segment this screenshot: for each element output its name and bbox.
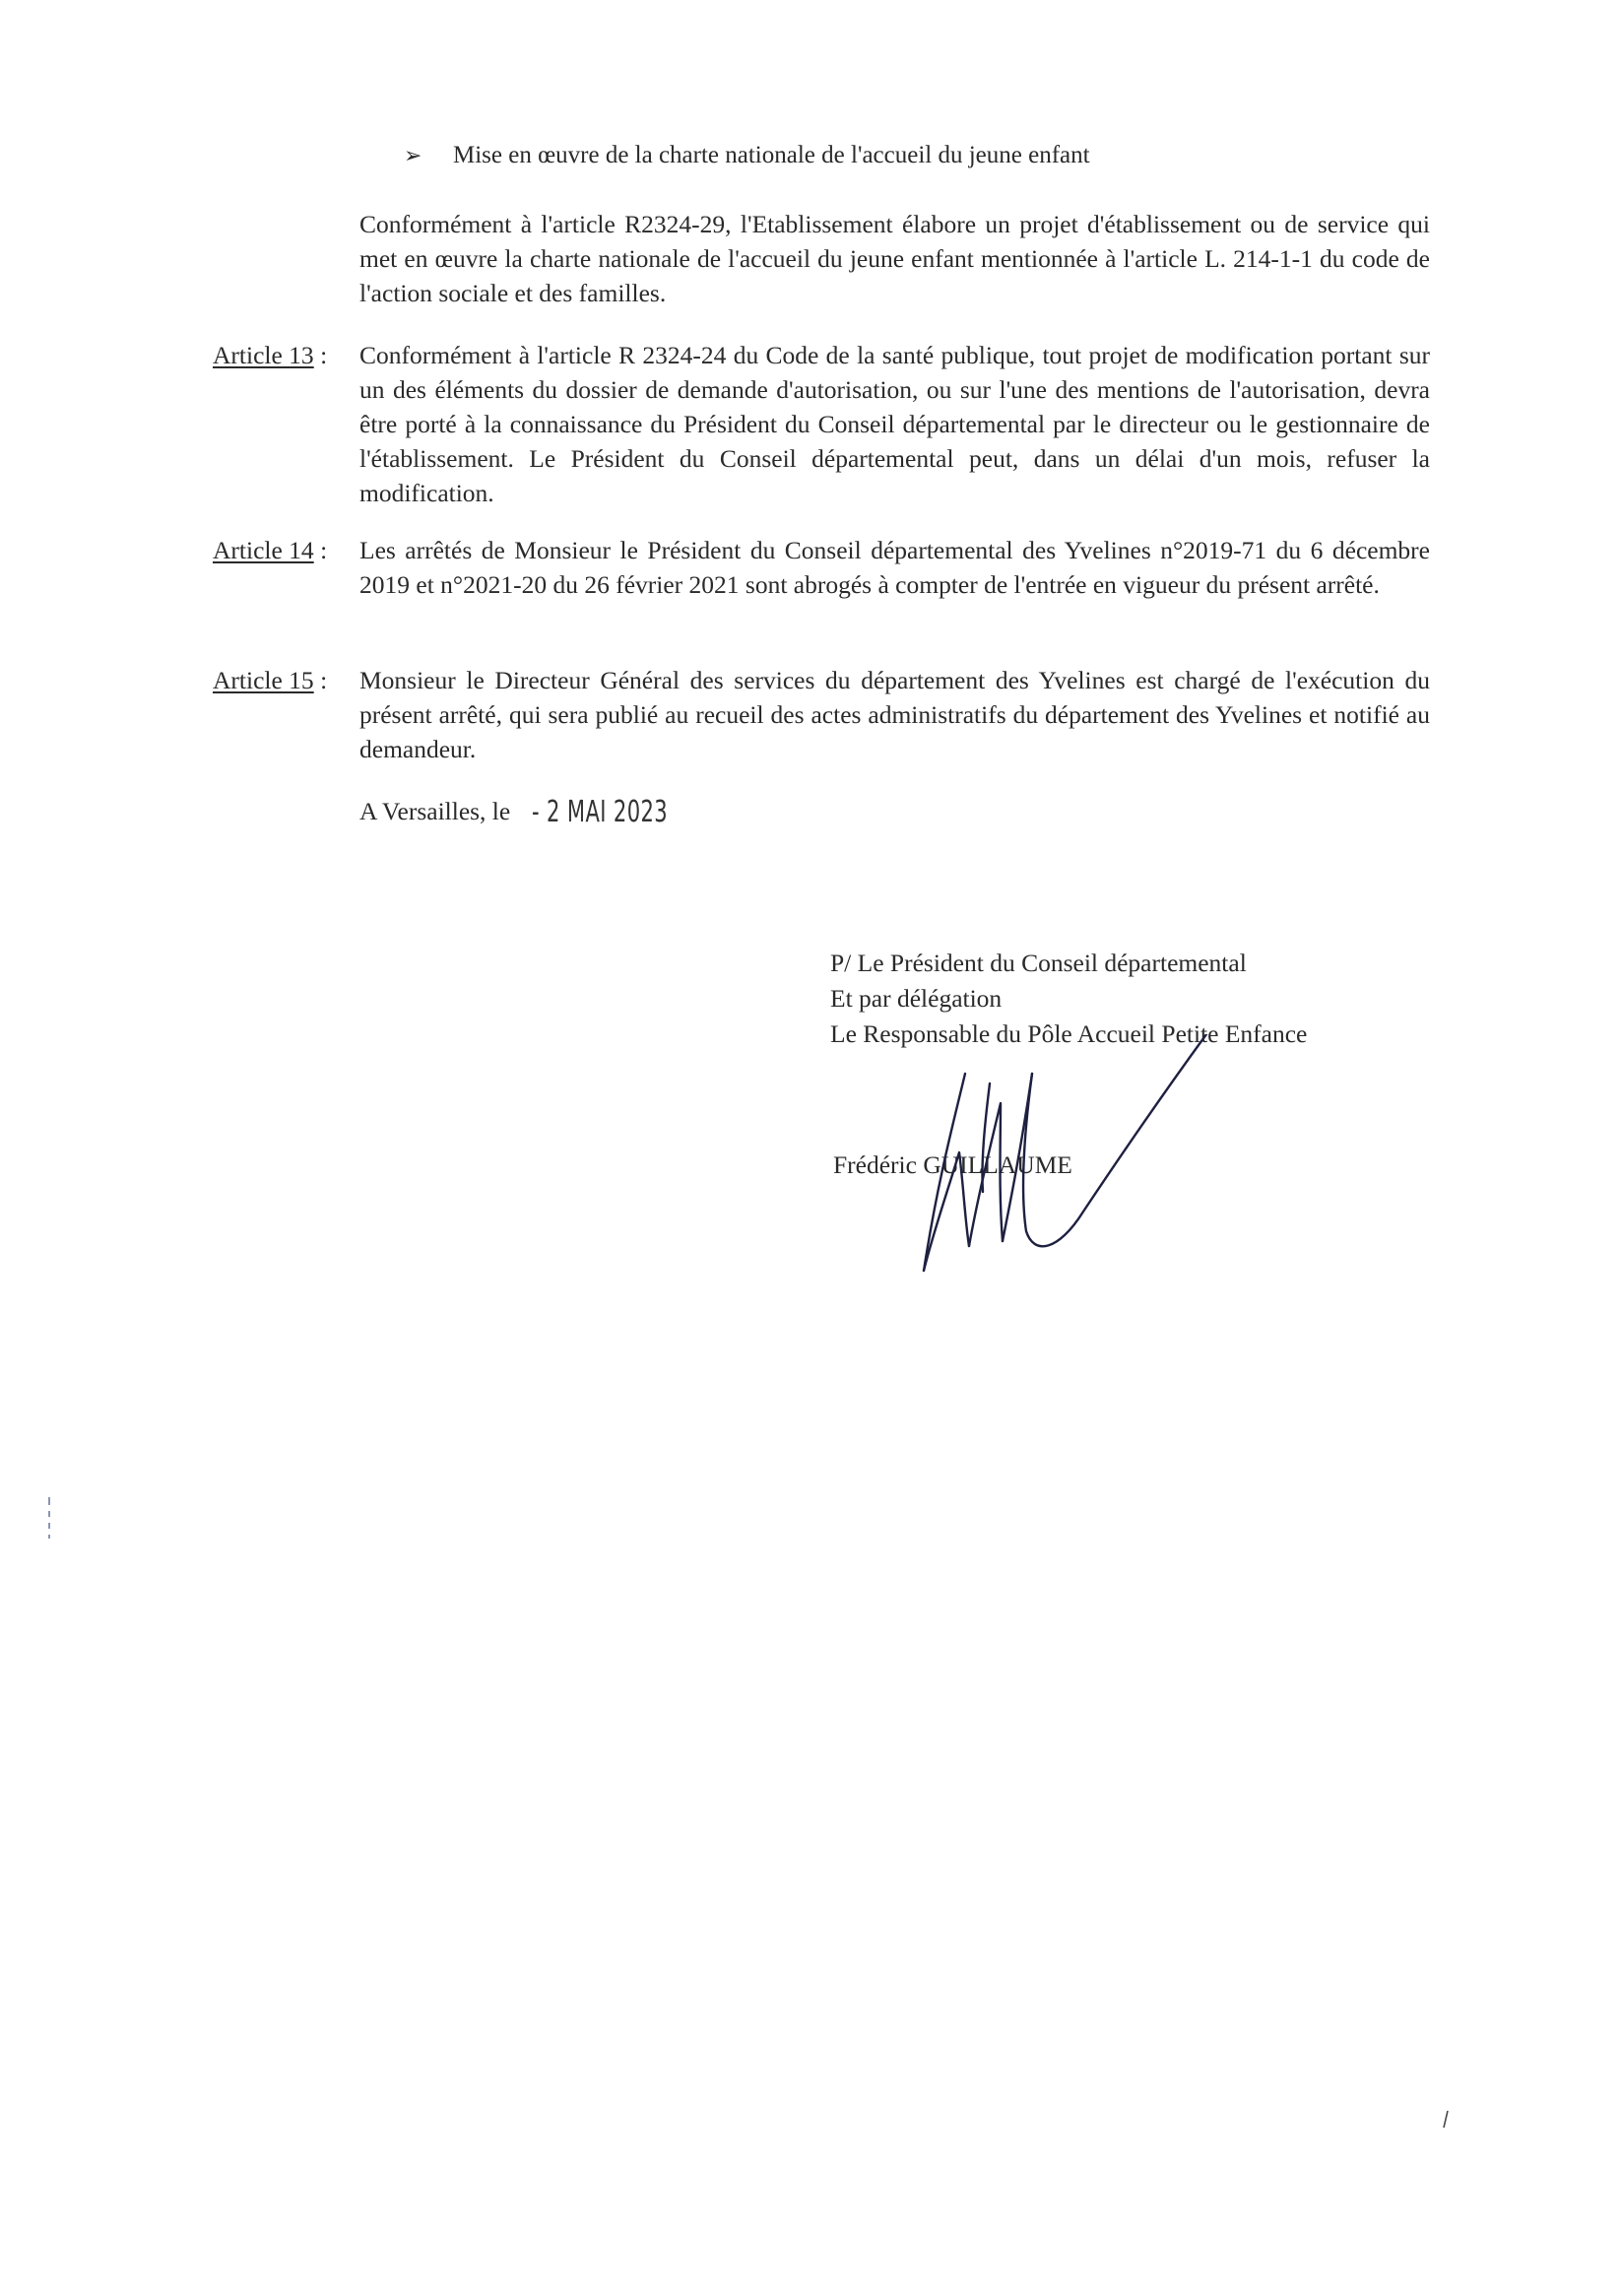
handwritten-signature <box>886 1034 1211 1290</box>
intro-paragraph: Conformément à l'article R2324-29, l'Etablissement élabore un projet d'établissement ou de service qui met en œuvre la charte nationale de l'accueil du jeune enfant mentionnée à l'article L. 214-1-1 du code de l'action sociale et des familles. <box>359 210 1430 307</box>
article-13-text: Conformément à l'article R 2324-24 du Code de la santé publique, tout projet de modification portant sur un des éléments du dossier de demande d'autorisation, ou sur l'une des mentions de l'autorisation, devra être porté à la connaissance du Président du Conseil départemental par le directeur ou le gestionnaire de l'établissement. Le Président du Conseil départemental peut, dans un délai d'un mois, refuser la modification. <box>359 341 1430 507</box>
date-line <box>359 794 706 829</box>
article-13-label: Article 13 : <box>213 341 328 369</box>
date-stamp: - 2 MAI 2023 <box>532 795 669 829</box>
signature-line-1: P/ Le Président du Conseil départemental <box>830 949 1247 977</box>
date-prefix: A Versailles, le <box>359 797 511 825</box>
article-15-label: Article 15 : <box>213 666 328 694</box>
article-14-text: Les arrêtés de Monsieur le Président du Conseil départemental des Yvelines n°2019-71 du 6 décembre 2019 et n°2021-20 du 26 février 2021 sont abrogés à compter de l'entrée en vigueur du présent arrêté. <box>359 536 1430 599</box>
bullet-text: Mise en œuvre de la charte nationale de l'accueil du jeune enfant <box>453 142 1090 168</box>
bullet-item <box>404 138 1090 174</box>
article-14-label: Article 14 : <box>213 536 328 564</box>
arrow-right-icon: ➢ <box>404 144 422 168</box>
signature-line-2: Et par délégation <box>830 984 1003 1013</box>
article-15-text: Monsieur le Directeur Général des services du département des Yvelines est chargé de l'exécution du présent arrêté, qui sera publié au recueil des actes administratifs du département des Yvelines et notifié au demandeur. <box>359 666 1430 763</box>
signature-line-3: Le Responsable du Pôle Accueil Petite Enfance <box>830 1019 1308 1048</box>
scan-margin-marks <box>43 1477 63 1615</box>
signer-name: Frédéric GUILLAUME <box>833 1150 1072 1179</box>
page-mark <box>1440 2108 1452 2132</box>
